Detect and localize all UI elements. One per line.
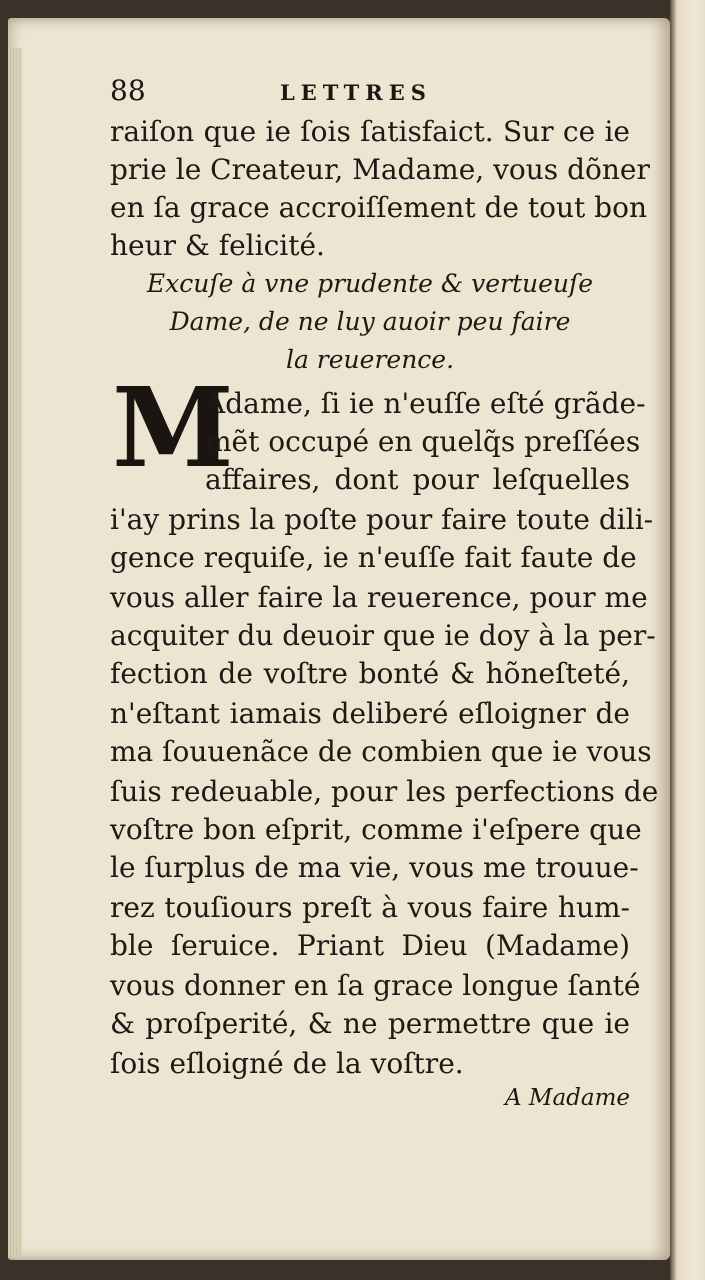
text-line: rez touſiours preſt à vous faire hum- bbox=[110, 891, 630, 924]
text-line: ſuis redeuable, pour les perfections de bbox=[110, 775, 659, 808]
text-line: affaires, dont pour leſquelles bbox=[205, 463, 630, 496]
page-header bbox=[110, 74, 630, 108]
text-line: prie le Createur, Madame, vous dõner bbox=[110, 153, 650, 186]
page-number: 88 bbox=[110, 74, 146, 107]
text-line: vous donner en ſa grace longue ſanté bbox=[110, 969, 641, 1002]
letter-heading-line: Dame, de ne luy auoir peu faire bbox=[169, 307, 571, 336]
text-line: ma ſouuenãce de combien que ie vous bbox=[110, 735, 652, 768]
text-line: heur & felicité. bbox=[110, 229, 325, 262]
text-line: ſois eſloigné de la voſtre. bbox=[110, 1047, 464, 1080]
drop-cap-initial: M bbox=[112, 363, 234, 492]
text-line: n'eſtant iamais deliberé eſloigner de bbox=[110, 697, 630, 730]
text-line: gence requiſe, ie n'euſſe fait faute de bbox=[110, 541, 637, 574]
text-line: acquiter du deuoir que ie doy à la per- bbox=[110, 619, 656, 652]
text-line: vous aller faire la reuerence, pour me bbox=[110, 581, 648, 614]
text-line: voſtre bon eſprit, comme i'eſpere que bbox=[110, 813, 642, 846]
letter-heading-line: la reuerence. bbox=[285, 345, 455, 374]
text-line: raiſon que ie ſois ſatisfaict. Sur ce ie bbox=[110, 115, 630, 148]
text-line: & proſperité, & ne permettre que ie bbox=[110, 1007, 630, 1040]
facing-page-edge bbox=[670, 0, 705, 1280]
catchword: A Madame bbox=[505, 1085, 631, 1111]
letter-heading-line: Excuſe à vne prudente & vertueuſe bbox=[146, 269, 594, 298]
text-line: ble ſeruice. Priant Dieu (Madame) bbox=[110, 929, 630, 962]
text-line: i'ay prins la poſte pour faire toute dili- bbox=[110, 503, 654, 536]
text-line: mẽt occupé en quelq̃s preſſées bbox=[205, 425, 641, 458]
text-line: en ſa grace accroiſſement de tout bon bbox=[110, 191, 647, 224]
running-head: LETTRES bbox=[280, 80, 432, 105]
page-edges bbox=[8, 48, 22, 1258]
text-line: le ſurplus de ma vie, vous me trouue- bbox=[110, 851, 639, 884]
text-line: Adame, ſi ie n'euſſe eſté grãde- bbox=[205, 387, 646, 420]
text-line: fection de voſtre bonté & hõneſteté, bbox=[110, 657, 630, 690]
